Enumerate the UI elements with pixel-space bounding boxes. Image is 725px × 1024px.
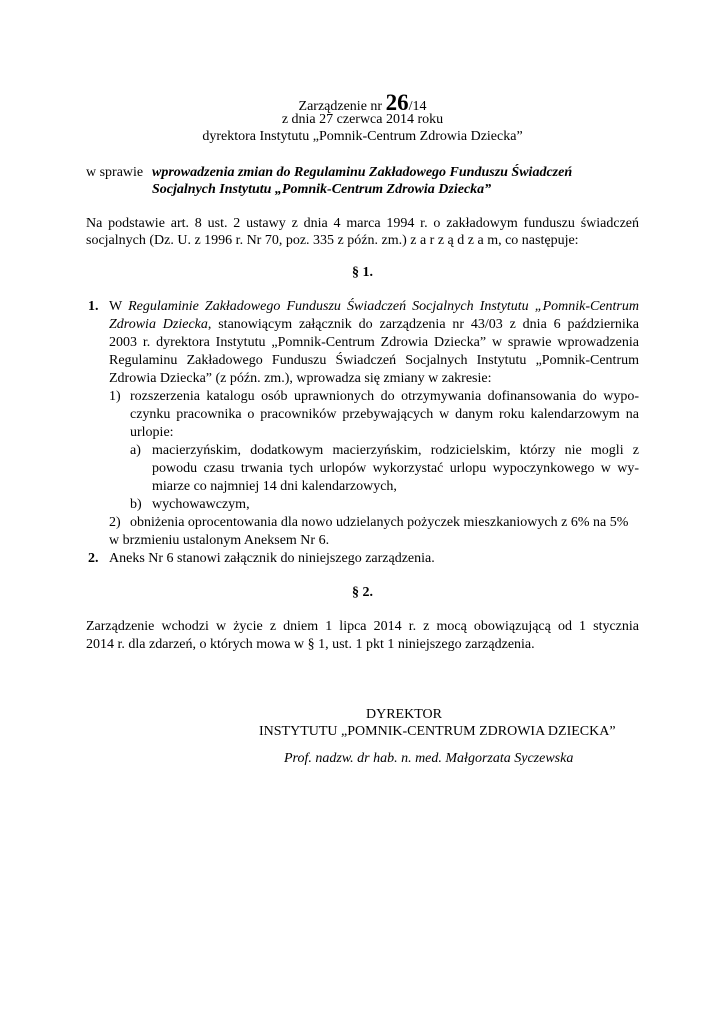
section-2-heading: § 2. (352, 585, 373, 600)
signature-institution: INSTYTUTU „POMNIK-CENTRUM ZDROWIA DZIECKA” (259, 724, 616, 739)
basis-line-2: socjalnych (Dz. U. z 1996 r. Nr 70, poz. 335 z późn. zm.) z a r z ą d z a m, co następuje: (86, 233, 579, 248)
signature-name: Prof. nadzw. dr hab. n. med. Małgorzata Syczewska (284, 751, 574, 766)
sub-1-number: 1) (109, 389, 121, 404)
document-title (0, 91, 725, 114)
item-2-number: 2. (88, 551, 99, 566)
item-2-text: Aneks Nr 6 stanowi załącznik do niniejszego zarządzenia. (109, 551, 435, 566)
item-1-line-5: Zdrowia Dziecka” (z późn. zm.), wprowadza się zmiany w zakresie: (109, 371, 492, 386)
item-1-line-2: Zdrowia Dziecka, stanowiącym załącznik do zarządzenia nr 43/03 z dnia 6 października (109, 317, 639, 332)
subject-line-2: Socjalnych Instytutu „Pomnik-Centrum Zdrowia Dziecka” (152, 182, 492, 197)
sub-2-line-1: obniżenia oprocentowania dla nowo udzielanych pożyczek mieszkaniowych z 6% na 5% (130, 515, 629, 530)
sub-a-line-3: miarze co najmniej 14 dni kalendarzowych, (152, 479, 397, 494)
item-1-line-1: W Regulaminie Zakładowego Funduszu Świadczeń Socjalnych Instytutu „Pomnik-Centrum (109, 299, 639, 314)
date-line: z dnia 27 czerwca 2014 roku (281, 112, 444, 127)
title-prefix: Zarządzenie nr (298, 99, 386, 114)
sub-1-line-2: czynku pracownika o pracowników przebywających w danym roku kalendarzowym na (130, 407, 639, 422)
item-1-number: 1. (88, 299, 99, 314)
signature-title: DYREKTOR (366, 707, 442, 722)
sub-2-line-2: w brzmieniu ustalonym Aneksem Nr 6. (109, 533, 330, 548)
title-number: 26 (385, 90, 409, 115)
section-2-line-1: Zarządzenie wchodzi w życie z dniem 1 lipca 2014 r. z mocą obowiązującą od 1 stycznia (86, 619, 639, 634)
title-suffix: /14 (408, 99, 427, 114)
subject-label: w sprawie (86, 165, 144, 180)
sub-a-line-2: powodu czasu trwania tych urlopów wykorzystać urlopu wypoczynkowego w wy- (152, 461, 639, 476)
section-1-heading: § 1. (352, 265, 373, 280)
item-1-line-4: Regulaminu Zakładowego Funduszu Świadczeń Socjalnych Instytutu „Pomnik-Centrum (109, 353, 639, 368)
subject-line-1: wprowadzenia zmian do Regulaminu Zakładowego Funduszu Świadczeń (152, 165, 573, 180)
sub-1-line-3: urlopie: (130, 425, 174, 440)
sub-b-letter: b) (130, 497, 142, 512)
section-2-line-2: 2014 r. dla zdarzeń, o których mowa w § 1, ust. 1 pkt 1 niniejszego zarządzenia. (86, 637, 535, 652)
item-1-line-3: 2003 r. dyrektora Instytutu „Pomnik-Centrum Zdrowia Dziecka” w sprawie wprowadzenia (109, 335, 639, 350)
sub-1-line-1: rozszerzenia katalogu osób uprawnionych do otrzymywania dofinansowania do wypo- (130, 389, 639, 404)
sub-b-line-1: wychowawczym, (152, 497, 250, 512)
sub-a-letter: a) (130, 443, 141, 458)
sub-a-line-1: macierzyńskim, dodatkowym macierzyńskim, rodzicielskim, którzy nie mogli z (152, 443, 639, 458)
basis-line-1: Na podstawie art. 8 ust. 2 ustawy z dnia 4 marca 1994 r. o zakładowym funduszu świadczeń (86, 216, 639, 231)
sub-2-number: 2) (109, 515, 121, 530)
issuer-line: dyrektora Instytutu „Pomnik-Centrum Zdrowia Dziecka” (202, 129, 523, 144)
